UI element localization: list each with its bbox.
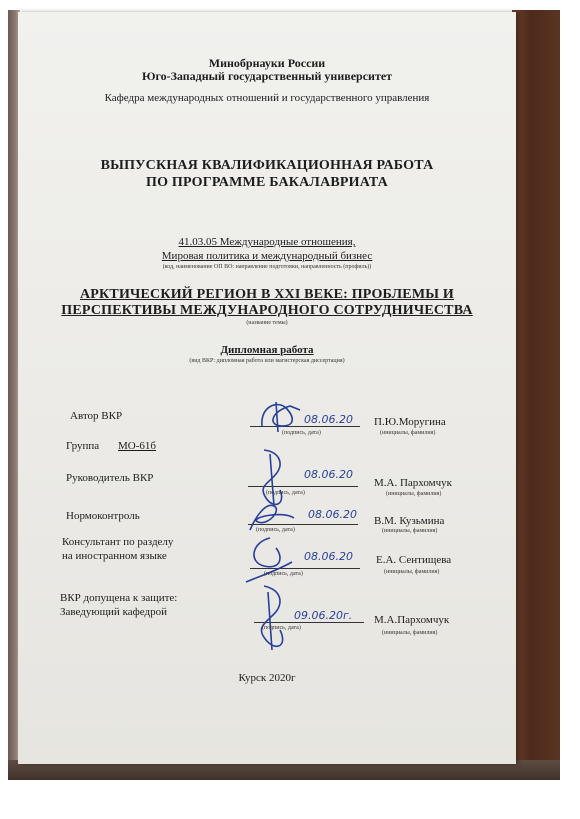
work-type-line1: ВЫПУСКНАЯ КВАЛИФИКАЦИОННАЯ РАБОТА (100, 158, 434, 173)
admission-label: ВКР допущена к защите: (60, 592, 178, 604)
consultant-date: 08.06.20 (304, 550, 353, 563)
thesis-title-hint: (название темы) (246, 320, 288, 326)
supervisor-name-hint: (инициалы, фамилия) (386, 491, 442, 497)
department-name: Кафедра международных отношений и государственного управления (104, 92, 430, 104)
consultant-name-hint: (инициалы, фамилия) (384, 569, 440, 575)
thesis-title-line1: АРКТИЧЕСКИЙ РЕГИОН В XXI ВЕКЕ: ПРОБЛЕМЫ И (80, 287, 454, 302)
group-value: МО-61б (118, 440, 156, 452)
thesis-title-line2: ПЕРСПЕКТИВЫ МЕЖДУНАРОДНОГО СОТРУДНИЧЕСТВА (61, 303, 473, 318)
head-sign-hint: (подпись, дата) (262, 625, 301, 631)
consultant-sign-hint: (подпись, дата) (264, 571, 303, 577)
group-label: Группа (66, 440, 100, 452)
supervisor-date: 08.06.20 (304, 468, 353, 481)
head-name: М.А.Пархомчук (374, 614, 450, 626)
desk-surface-right (512, 10, 560, 780)
normcontrol-date: 08.06.20 (308, 508, 357, 521)
title-page (18, 12, 516, 764)
work-kind: Дипломная работа (220, 344, 314, 356)
author-name: П.Ю.Моругина (374, 416, 446, 428)
head-date: 09.06.20г. (294, 609, 353, 622)
work-kind-hint: (вид ВКР: дипломная работа или магистерская диссертация) (189, 358, 345, 364)
consultant-label: Консультант по разделу (62, 536, 174, 548)
head-name-hint: (инициалы, фамилия) (382, 630, 438, 636)
author-sign-hint: (подпись, дата) (282, 430, 321, 436)
head-label: Заведующий кафедрой (60, 606, 167, 618)
author-label: Автор ВКР (70, 410, 123, 422)
city-year: Курск 2020г (238, 672, 296, 684)
university-name: Юго-Западный государственный университет (141, 69, 393, 83)
supervisor-sign-hint: (подпись, дата) (266, 490, 305, 496)
program-profile: Мировая политика и международный бизнес (161, 250, 373, 262)
author-date: 08.06.20 (304, 413, 353, 426)
normcontrol-name: В.М. Кузьмина (374, 515, 445, 527)
normcontrol-name-hint: (инициалы, фамилия) (382, 528, 438, 534)
ministry-name: Минобрнауки России (208, 56, 326, 70)
program-hint: (код, наименование ОП ВО: направление подготовки, направленность (профиль)) (162, 264, 372, 270)
normcontrol-sign-hint: (подпись, дата) (256, 527, 295, 533)
program-code: 41.03.05 Международные отношения, (178, 236, 356, 248)
consultant-signature (240, 532, 300, 588)
head-signature (250, 582, 300, 654)
consultant-label-line2: на иностранном языке (62, 550, 167, 562)
normcontrol-label: Нормоконтроль (66, 510, 140, 522)
author-name-hint: (инициалы, фамилия) (380, 430, 436, 436)
supervisor-name: М.А. Пархомчук (374, 477, 453, 489)
consultant-name: Е.А. Сентищева (376, 554, 452, 566)
supervisor-label: Руководитель ВКР (66, 472, 154, 484)
work-type-line2: ПО ПРОГРАММЕ БАКАЛАВРИАТА (146, 175, 388, 190)
